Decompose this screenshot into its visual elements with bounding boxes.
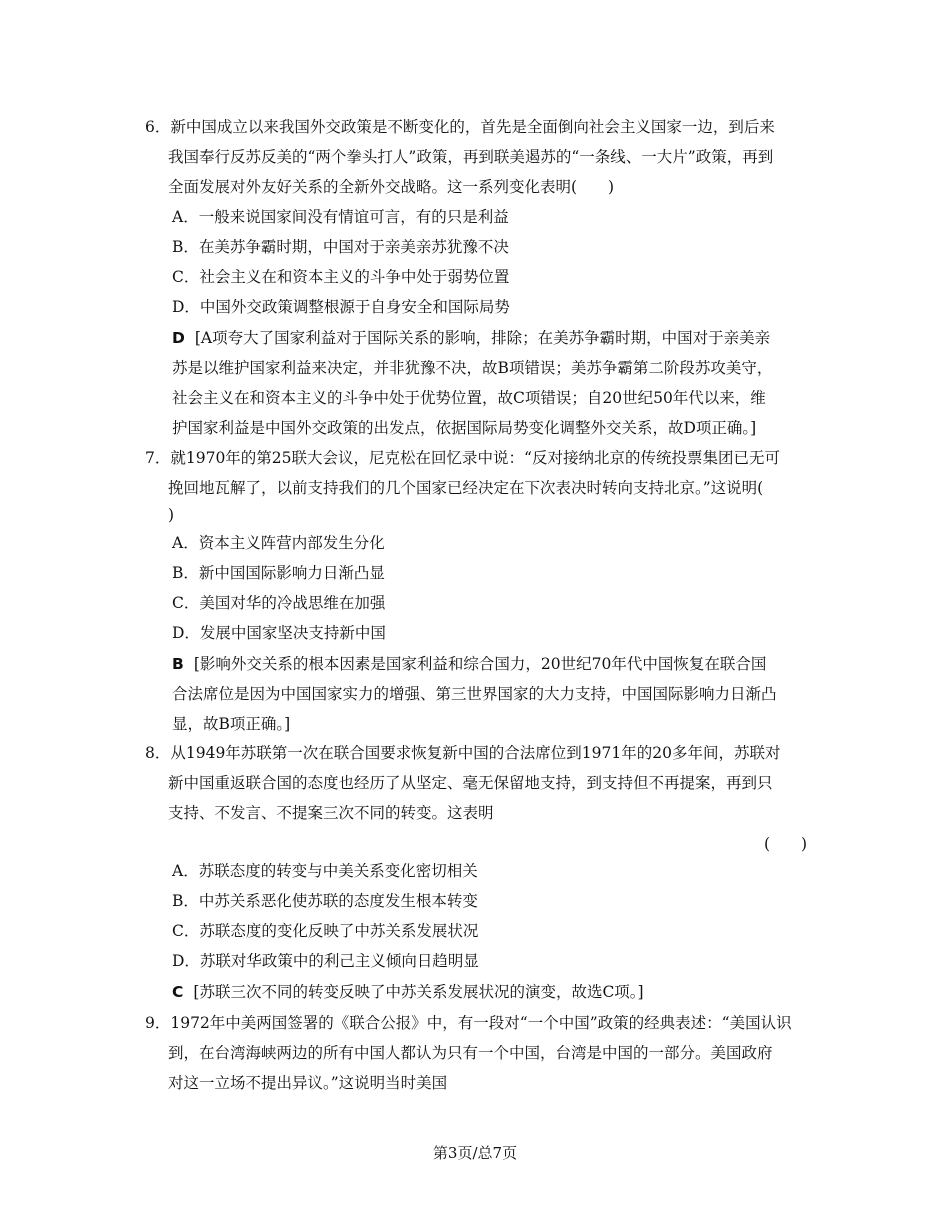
q7-answer-line-3: 显，故B项正确。] <box>172 715 291 733</box>
q7-answer-line-1 <box>172 654 766 674</box>
q9-stem-line-3: 对这一立场不提出异议。”这说明当时美国 <box>168 1074 448 1092</box>
q6-stem-line-1: 6．新中国成立以来我国外交政策是不断变化的，首先是全面倒向社会主义国家一边，到后来 <box>145 118 775 136</box>
q6-stem-line-2: 我国奉行反苏反美的“两个拳头打人”政策，再到联美遏苏的“一条线、一大片”政策，再到 <box>168 148 774 166</box>
q8-answer-line-1 <box>172 982 644 1002</box>
q8-option-d: D．苏联对华政策中的利己主义倾向日趋明显 <box>172 952 479 970</box>
q7-answer-letter: B <box>172 655 184 673</box>
q7-stem-line-3: ) <box>168 506 175 524</box>
q9-stem-line-1: 9．1972年中美两国签署的《联合公报》中，有一段对“一个中国”政策的经典表述：“美国认识 <box>145 1014 792 1032</box>
q9-stem-line-2: 到，在台湾海峡两边的所有中国人都认为只有一个中国，台湾是中国的一部分。美国政府 <box>168 1044 773 1062</box>
q6-answer-line-2: 苏是以维护国家利益来决定，并非犹豫不决，故B项错误；美苏争霸第二阶段苏攻美守， <box>172 359 773 377</box>
q8-stem-line-1: 8．从1949年苏联第一次在联合国要求恢复新中国的合法席位到1971年的20多年间，苏联对 <box>145 744 781 762</box>
q6-answer-text-1: [A项夸大了国家利益对于国际关系的影响，排除；在美苏争霸时期，中国对于亲美亲 <box>194 329 771 347</box>
q8-stem-line-2: 新中国重返联合国的态度也经历了从坚定、毫无保留地支持，到支持但不再提案，再到只 <box>168 774 773 792</box>
q6-option-a: A．一般来说国家间没有情谊可言，有的只是利益 <box>172 208 509 226</box>
q6-answer-line-3: 社会主义在和资本主义的斗争中处于优势位置，故C项错误；自20世纪50年代以来，维 <box>172 389 766 407</box>
q7-stem-line-1: 7．就1970年的第25联大会议，尼克松在回忆录中说：“反对接纳北京的传统投票集团已无可 <box>145 449 780 467</box>
q6-option-b: B．在美苏争霸时期，中国对于亲美亲苏犹豫不决 <box>172 238 509 256</box>
q7-option-a: A．资本主义阵营内部发生分化 <box>172 534 385 552</box>
q8-option-a: A．苏联态度的转变与中美关系变化密切相关 <box>172 862 478 880</box>
q8-answer-paren: ( ) <box>764 835 808 853</box>
q6-option-d: D．中国外交政策调整根源于自身安全和国际局势 <box>172 298 510 316</box>
q8-answer-letter: C <box>172 983 184 1001</box>
q6-answer-letter: D <box>172 329 185 347</box>
q7-answer-line-2: 合法席位是因为中国国家实力的增强、第三世界国家的大力支持，中国国际影响力日渐凸 <box>172 685 777 703</box>
q6-answer-line-4: 护国家利益是中国外交政策的出发点，依据国际局势变化调整外交关系，故D项正确。] <box>172 419 757 437</box>
q6-stem-line-3: 全面发展对外友好关系的全新外交战略。这一系列变化表明( ) <box>168 178 615 196</box>
q6-option-c: C．社会主义在和资本主义的斗争中处于弱势位置 <box>172 268 510 286</box>
q6-answer-line-1 <box>172 328 770 348</box>
page-footer: 第3页/总7页 <box>432 1144 518 1162</box>
q8-answer-text-1: [苏联三次不同的转变反映了中苏关系发展状况的演变，故选C项。] <box>193 983 644 1001</box>
q8-option-b: B．中苏关系恶化使苏联的态度发生根本转变 <box>172 892 478 910</box>
q8-option-c: C．苏联态度的变化反映了中苏关系发展状况 <box>172 922 479 940</box>
q7-option-d: D．发展中国家坚决支持新中国 <box>172 624 386 642</box>
q7-stem-line-2: 挽回地瓦解了，以前支持我们的几个国家已经决定在下次表决时转向支持北京。”这说明( <box>168 479 764 497</box>
q7-option-c: C．美国对华的冷战思维在加强 <box>172 594 386 612</box>
q7-option-b: B．新中国国际影响力日渐凸显 <box>172 564 385 582</box>
q8-stem-line-3: 支持、不发言、不提案三次不同的转变。这表明 <box>168 804 494 822</box>
q7-answer-text-1: [影响外交关系的根本因素是国家利益和综合国力，20世纪70年代中国恢复在联合国 <box>193 655 767 673</box>
